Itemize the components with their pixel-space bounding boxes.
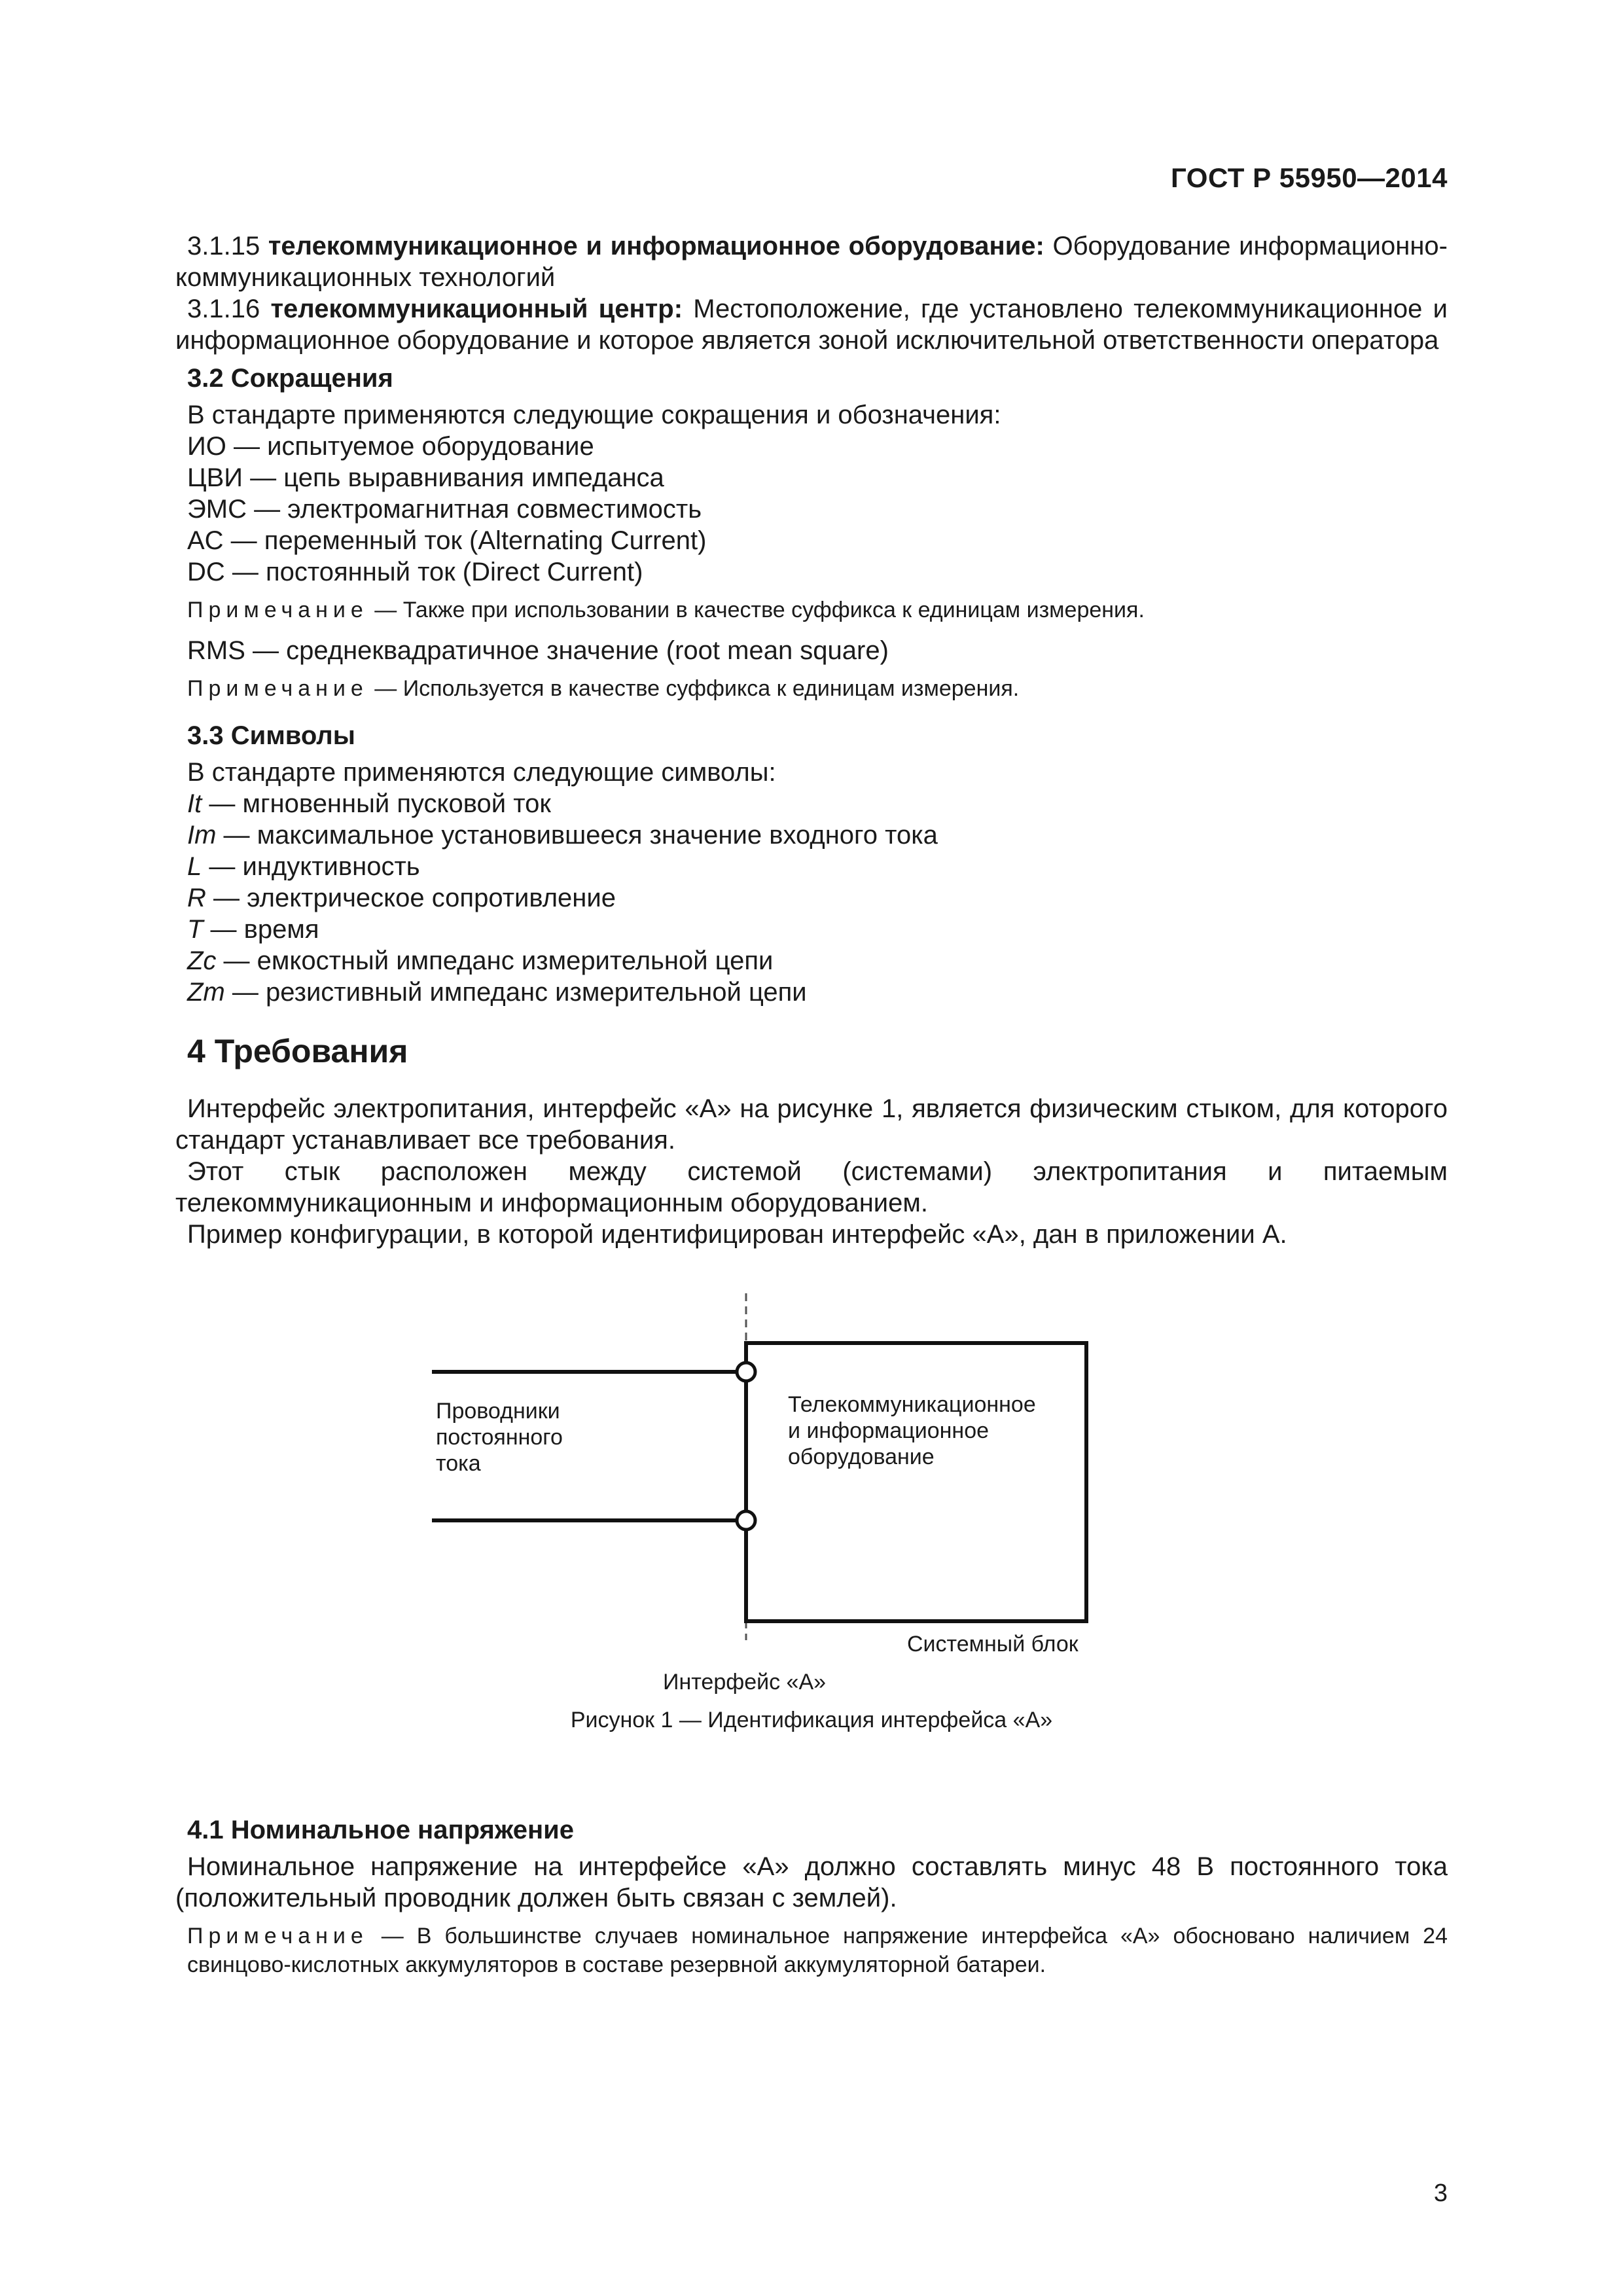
note-4-1 (175, 1922, 1448, 1979)
definition-3-1-15 (175, 230, 1448, 293)
symbol-text: — резистивный импеданс измерительной цепи (224, 978, 807, 1007)
note-text: — Используется в качестве суффикса к единицам измерения. (368, 676, 1020, 701)
symbol-item (175, 945, 1448, 977)
section-4-title: 4 Требования (187, 1033, 408, 1069)
symbol-item (175, 914, 1448, 945)
definition-3-1-16 (175, 293, 1448, 356)
section-3-3-title: 3.3 Символы (187, 721, 355, 750)
definition-number: 3.1.16 (187, 295, 260, 323)
note-abbrev-1 (175, 596, 1448, 624)
abbreviation-item: ЦВИ — цепь выравнивания импеданса (187, 463, 664, 492)
figure-caption: Рисунок 1 — Идентификация интерфейса «А» (570, 1708, 1053, 1732)
note-lead: Примечание (187, 676, 368, 701)
interface-a-label: Интерфейс «А» (663, 1670, 827, 1695)
section-4-paragraph: Этот стык расположен между системой (системами) электропитания и питаемым телекоммуникационным и информационным оборудованием. (175, 1157, 1448, 1217)
symbol: L (187, 852, 202, 881)
abbreviation-item: ИО — испытуемое оборудование (187, 432, 594, 461)
label-line: Проводники (436, 1399, 560, 1424)
definition-term: телекоммуникационное и информационное оборудование: (268, 232, 1044, 260)
abbreviation-item: DC — постоянный ток (Direct Current) (187, 558, 643, 586)
symbol-item (175, 788, 1448, 819)
definition-text: Местоположение, где установлено телекоммуникационное и информационное оборудование и которое является зоной исключительной ответственности оператора (175, 295, 1448, 355)
section-4-1-title: 4.1 Номинальное напряжение (187, 1816, 574, 1844)
page-number: 3 (1433, 2179, 1448, 2207)
symbol-item (175, 882, 1448, 914)
symbol-text: — время (203, 915, 319, 944)
standard-code: ГОСТ Р 55950—2014 (1171, 162, 1448, 193)
symbol-item (175, 819, 1448, 851)
definition-number: 3.1.15 (187, 232, 260, 260)
label-line: и информационное (788, 1418, 990, 1443)
symbol-text: — мгновенный пусковой ток (202, 789, 551, 818)
label-line: Телекоммуникационное (788, 1392, 1036, 1417)
symbol-text: — индуктивность (202, 852, 420, 881)
system-block-label: Системный блок (907, 1632, 1079, 1657)
symbol-text: — максимальное установившееся значение входного тока (216, 821, 938, 850)
symbol: It (187, 789, 202, 818)
label-line: тока (436, 1451, 481, 1476)
symbols-intro: В стандарте применяются следующие символы: (187, 758, 776, 787)
definition-text: Оборудование информационно-коммуникационных технологий (175, 232, 1448, 292)
symbol: T (187, 915, 204, 944)
symbol: Im (187, 821, 217, 850)
abbreviations-intro: В стандарте применяются следующие сокращения и обозначения: (187, 401, 1001, 429)
section-3-2-title: 3.2 Сокращения (187, 364, 393, 393)
note-lead: Примечание (187, 1924, 368, 1948)
abbreviation-item: ЭМС — электромагнитная совместимость (187, 495, 702, 524)
section-4-1-paragraph: Номинальное напряжение на интерфейсе «А» должно составлять минус 48 В постоянного тока (положительный проводник должен быть связан с землей). (175, 1852, 1448, 1912)
terminal-bottom (737, 1511, 755, 1530)
symbol: Zm (187, 978, 225, 1007)
abbreviation-item: AC — переменный ток (Alternating Current) (187, 526, 707, 555)
note-abbrev-2 (175, 674, 1448, 703)
section-4-paragraph: Пример конфигурации, в которой идентифицирован интерфейс «А», дан в приложении А. (187, 1220, 1287, 1249)
dc-conductors-label (436, 1398, 563, 1477)
symbol-text: — емкостный импеданс измерительной цепи (216, 946, 774, 975)
label-line: оборудование (788, 1444, 935, 1469)
symbol: R (187, 884, 206, 912)
figure-1 (175, 1287, 1448, 1693)
label-line: постоянного (436, 1425, 563, 1450)
note-text: — Также при использовании в качестве суффикса к единицам измерения. (368, 598, 1145, 622)
system-block-box (746, 1343, 1086, 1621)
symbol-text: — электрическое сопротивление (205, 884, 616, 912)
note-text: — В большинстве случаев номинальное напряжение интерфейса «А» обосновано наличием 24 свинцово-кислотных аккумуляторов в составе резервной аккумуляторной батареи. (187, 1924, 1448, 1977)
symbol: Zc (187, 946, 217, 975)
section-4-paragraph: Интерфейс электропитания, интерфейс «А» на рисунке 1, является физическим стыком, для которого стандарт устанавливает все требования. (175, 1094, 1448, 1155)
note-lead: Примечание (187, 598, 368, 622)
terminal-top (737, 1363, 755, 1381)
definition-term: телекоммуникационный центр: (270, 295, 683, 323)
page-content (175, 230, 1448, 1990)
interface-diagram (175, 1287, 1448, 1693)
abbreviation-item-rms: RMS — среднеквадратичное значение (root mean square) (187, 636, 889, 665)
symbol-item (175, 977, 1448, 1008)
symbol-item (175, 851, 1448, 882)
equipment-label (788, 1391, 1036, 1470)
